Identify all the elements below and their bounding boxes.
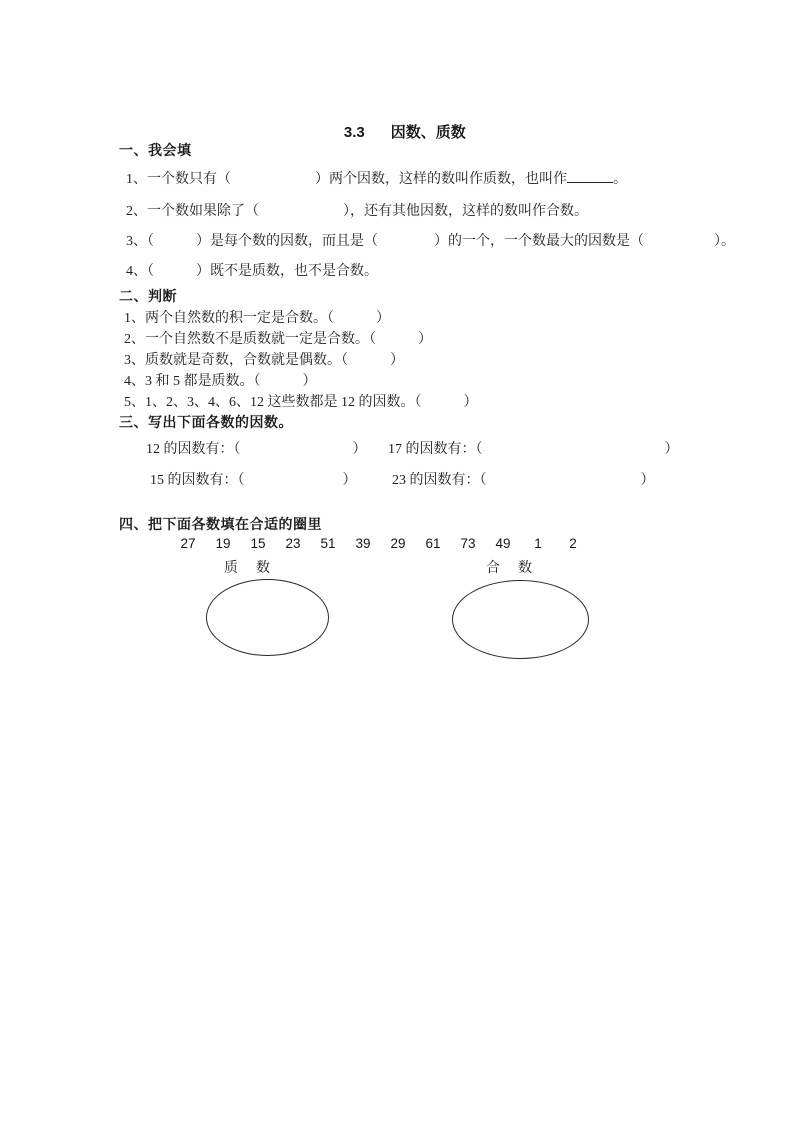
number-item: 15 xyxy=(250,536,266,551)
number-item: 51 xyxy=(320,536,336,551)
section1-item1 xyxy=(126,168,627,188)
composite-numbers-circle xyxy=(452,580,589,659)
section2-item1: 1、两个自然数的积一定是合数。（ ） xyxy=(124,311,390,326)
number-list xyxy=(176,536,596,551)
title-text: 因数、质数 xyxy=(390,124,466,141)
section3-factors-of-17: 17 的因数有：（ ） xyxy=(388,442,679,457)
number-item: 2 xyxy=(569,536,577,551)
section3-heading: 三、写出下面各数的因数。 xyxy=(119,414,293,430)
section1-item4: 4、（ ）既不是质数，也不是合数。 xyxy=(126,264,378,279)
section2-item5: 5、1、2、3、4、6、12 这些数都是 12 的因数。（ ） xyxy=(124,395,478,410)
section1-item3: 3、（ ）是每个数的因数，而且是（ ）的一个，一个数最大的因数是（ ）。 xyxy=(126,234,735,249)
fill-in-blank-line xyxy=(567,169,613,183)
section3-factors-of-15: 15 的因数有：（ ） xyxy=(150,473,357,488)
section2-item4: 4、3 和 5 都是质数。（ ） xyxy=(124,374,317,389)
section3-factors-of-23: 23 的因数有：（ ） xyxy=(392,473,655,488)
prime-numbers-circle xyxy=(206,579,329,656)
section3-factors-of-12: 12 的因数有：（ ） xyxy=(146,442,367,457)
number-item: 1 xyxy=(534,536,542,551)
title-section-number: 3.3 xyxy=(343,124,365,141)
section1-item2: 2、一个数如果除了（ ），还有其他因数，这样的数叫作合数。 xyxy=(126,204,588,219)
section1-heading: 一、我会填 xyxy=(119,142,192,158)
number-item: 61 xyxy=(425,536,441,551)
section2-item3: 3、质数就是奇数，合数就是偶数。（ ） xyxy=(124,353,404,368)
composite-circle-label: 合 数 xyxy=(486,559,534,575)
section1-item1-period: 。 xyxy=(613,172,627,187)
number-item: 23 xyxy=(285,536,301,551)
number-item: 19 xyxy=(215,536,231,551)
number-item: 49 xyxy=(495,536,511,551)
section4-heading: 四、把下面各数填在合适的圈里 xyxy=(119,516,322,532)
number-item: 27 xyxy=(180,536,196,551)
prime-circle-label: 质 数 xyxy=(224,559,272,575)
section2-heading: 二、判断 xyxy=(119,288,177,304)
number-item: 29 xyxy=(390,536,406,551)
section2-item2: 2、一个自然数不是质数就一定是合数。（ ） xyxy=(124,332,432,347)
number-item: 73 xyxy=(460,536,476,551)
section1-item1-text: 1、一个数只有（ ）两个因数，这样的数叫作质数，也叫作 xyxy=(126,172,567,187)
number-item: 39 xyxy=(355,536,371,551)
